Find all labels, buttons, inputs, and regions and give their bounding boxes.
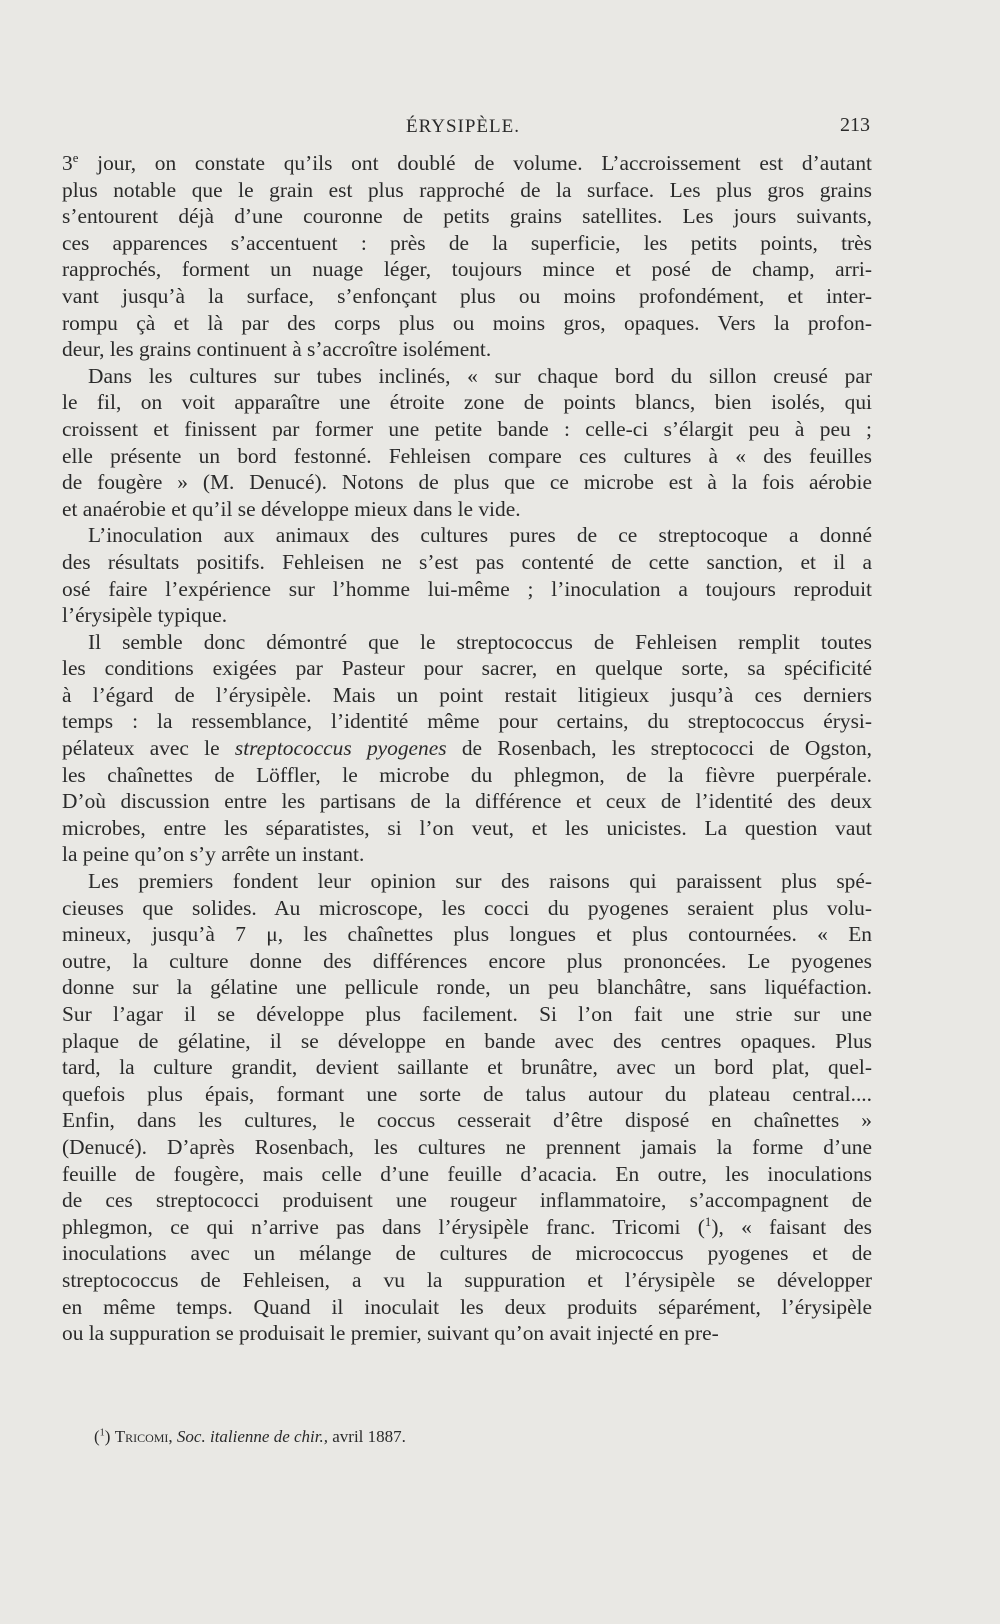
footnote-journal: Soc. italienne de chir.,	[176, 1427, 328, 1446]
text-line: mineux, jusqu’à 7 μ, les chaînettes plus longues et plus contournées. « En	[62, 922, 872, 947]
footnote-author: Tricomi,	[114, 1427, 173, 1446]
text-line: les conditions exigées par Pasteur pour sacrer, en quelque sorte, sa spécificité	[62, 656, 872, 681]
text-line: streptococcus de Fehleisen, a vu la suppuration et l’érysipèle se développer	[62, 1267, 872, 1292]
body-text	[62, 150, 872, 1347]
text-line: Dans les cultures sur tubes inclinés, « sur chaque bord du sillon creusé par	[88, 363, 872, 388]
paragraph	[62, 629, 872, 868]
paragraph	[62, 150, 872, 363]
text-line: outre, la culture donne des différences encore plus prononcées. Le pyogenes	[62, 948, 872, 973]
text-line: plaque de gélatine, il se développe en bande avec des centres opaques. Plus	[62, 1028, 872, 1053]
running-head	[0, 116, 1000, 146]
text-line: phlegmon, ce qui n’arrive pas dans l’érysipèle franc. Tricomi ($^1$), « faisant des	[62, 1214, 872, 1239]
footnote-date: avril 1887.	[332, 1427, 406, 1446]
text-line: donne sur la gélatine une pellicule ronde, un peu blanchâtre, sans liquéfaction.	[62, 975, 872, 1000]
text-line: des résultats positifs. Fehleisen ne s’est pas contenté de cette sanction, et il a	[62, 549, 872, 574]
text-line: cieuses que solides. Au microscope, les cocci du pyogenes seraient plus volu-	[62, 895, 872, 920]
text-line: vant jusqu’à la surface, s’enfonçant plus ou moins profondément, et inter-	[62, 283, 872, 308]
text-line: de fougère » (M. Denucé). Notons de plus que ce microbe est à la fois aérobie	[62, 470, 872, 495]
text-line: et anaérobie et qu’il se développe mieux dans le vide.	[62, 496, 521, 521]
text-line: feuille de fougère, mais celle d’une feuille d’acacia. En outre, les inoculations	[62, 1161, 872, 1186]
text-line: plus notable que le grain est plus rapproché de la surface. Les plus gros grains	[62, 177, 872, 202]
text-line: à l’égard de l’érysipèle. Mais un point restait litigieux jusqu’à ces derniers	[62, 682, 872, 707]
text-line: quefois plus épais, formant une sorte de talus autour du plateau central....	[62, 1081, 872, 1106]
footnote	[94, 1426, 794, 1448]
text-line: Il semble donc démontré que le streptococcus de Fehleisen remplit toutes	[88, 629, 872, 654]
text-line: rapprochés, forment un nuage léger, toujours mince et posé de champ, arri-	[62, 257, 872, 282]
text-line: le fil, on voit apparaître une étroite zone de points blancs, bien isolés, qui	[62, 390, 872, 415]
text-line: Les premiers fondent leur opinion sur des raisons qui paraissent plus spé-	[88, 869, 872, 894]
text-line: s’entourent déjà d’une couronne de petits grains satellites. Les jours suivants,	[62, 204, 872, 229]
text-line: osé faire l’expérience sur l’homme lui-même ; l’inoculation a toujours reproduit	[62, 576, 872, 601]
text-line: la peine qu’on s’y arrête un instant.	[62, 842, 365, 867]
text-line: (Denucé). D’après Rosenbach, les cultures ne prennent jamais la forme d’une	[62, 1134, 872, 1159]
text-line: Enfin, dans les cultures, le coccus cesserait d’être disposé en chaînettes »	[62, 1108, 872, 1133]
text-line: de ces streptococci produisent une rougeur inflammatoire, s’accompagnent de	[62, 1188, 872, 1213]
text-line: 3e jour, on constate qu’ils ont doublé de volume. L’accroissement est d’autant	[62, 150, 872, 175]
paragraph	[62, 868, 872, 1347]
text-line: ces apparences s’accentuent : près de la superficie, les petits points, très	[62, 230, 872, 255]
text-line: elle présente un bord festonné. Fehleisen compare ces cultures à « des feuilles	[62, 443, 872, 468]
text-line: ou la suppuration se produisait le premier, suivant qu’on avait injecté en pre-	[62, 1321, 719, 1346]
text-line: D’où discussion entre les partisans de la différence et ceux de l’identité des deux	[62, 789, 872, 814]
text-line: croissent et finissent par former une petite bande : celle-ci s’élargit peu à peu ;	[62, 416, 872, 441]
text-line: en même temps. Quand il inoculait les deux produits séparément, l’érysipèle	[62, 1294, 872, 1319]
text-line: Sur l’agar il se développe plus facilement. Si l’on fait une strie sur une	[62, 1002, 872, 1026]
paragraph	[62, 522, 872, 628]
text-line: microbes, entre les séparatistes, si l’on veut, et les unicistes. La question vaut	[62, 815, 872, 840]
text-line: pélateux avec le streptococcus pyogenes de Rosenbach, les streptococci de Ogston,	[62, 736, 872, 761]
text-line: temps : la ressemblance, l’identité même pour certains, du streptococcus érysi-	[62, 709, 872, 734]
page-number: 213	[840, 114, 870, 136]
text-line: deur, les grains continuent à s’accroître isolément.	[62, 337, 492, 362]
running-title: ÉRYSIPÈLE.	[406, 116, 520, 137]
text-line: tard, la culture grandit, devient saillante et brunâtre, avec un bord plat, quel-	[62, 1055, 872, 1080]
footnote-marker: ($^1$)	[94, 1427, 111, 1446]
text-line: L’inoculation aux animaux des cultures pures de ce streptocoque a donné	[88, 523, 872, 548]
text-line: inoculations avec un mélange de cultures de micrococcus pyogenes et de	[62, 1241, 872, 1266]
paragraph	[62, 363, 872, 523]
text-line: l’érysipèle typique.	[62, 603, 228, 628]
text-line: les chaînettes de Löffler, le microbe du phlegmon, de la fièvre puerpérale.	[62, 762, 872, 787]
text-line: rompu çà et là par des corps plus ou moins gros, opaques. Vers la profon-	[62, 310, 872, 335]
